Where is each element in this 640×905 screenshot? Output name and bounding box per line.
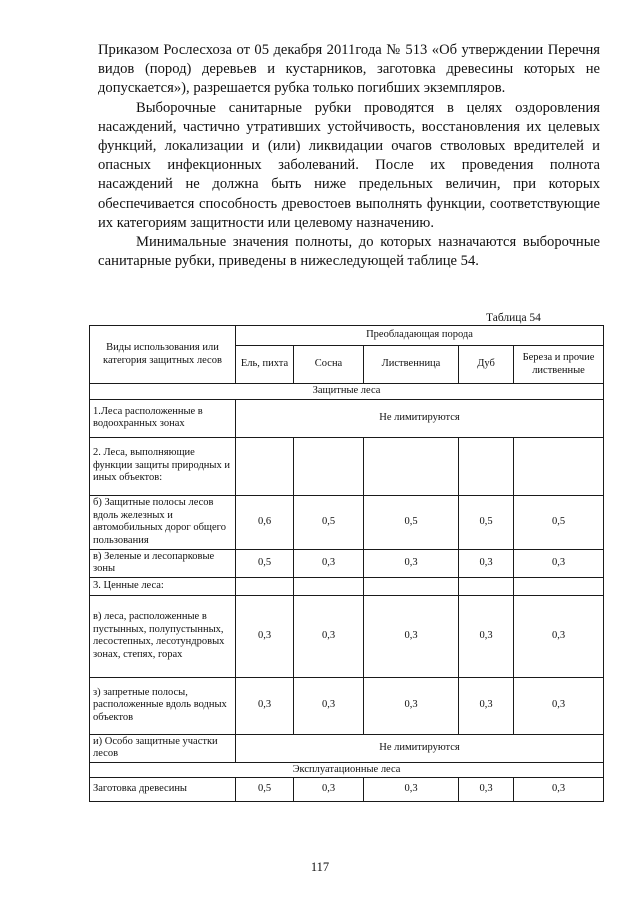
table-row	[90, 549, 604, 577]
table-cell: 0,3	[364, 677, 459, 734]
table-row	[90, 734, 604, 762]
merged-value: Не лимитируются	[236, 734, 604, 762]
table-cell: 0,3	[514, 549, 604, 577]
column-header: Лиственница	[364, 346, 459, 384]
table-cell: 0,5	[364, 495, 459, 549]
row-label: в) Зеленые и лесопарковые зоны	[90, 549, 236, 577]
table-cell: 0,6	[236, 495, 294, 549]
table-row	[90, 495, 604, 549]
table-cell: 0,3	[459, 677, 514, 734]
density-table	[89, 325, 604, 802]
table-cell: 0,3	[236, 595, 294, 677]
table-row	[90, 778, 604, 802]
merged-value: Не лимитируются	[236, 399, 604, 437]
row-label: и) Особо защитные участки лесов	[90, 734, 236, 762]
table-cell: 0,3	[364, 778, 459, 802]
table-cell: 0,3	[459, 778, 514, 802]
table-caption: Таблица 54	[486, 312, 541, 324]
column-header: Сосна	[294, 346, 364, 384]
table-cell: 0,5	[514, 495, 604, 549]
table-cell: 0,5	[236, 549, 294, 577]
row-label: в) леса, расположенные в пустынных, полупустынных, лесостепных, лесотундровых зонах, степях, горах	[90, 595, 236, 677]
row-label: 2. Леса, выполняющие функции защиты природных и иных объектов:	[90, 437, 236, 495]
row-label: б) Защитные полосы лесов вдоль железных и автомобильных дорог общего пользования	[90, 495, 236, 549]
row-label: 3. Ценные леса:	[90, 577, 236, 595]
column-header: Дуб	[459, 346, 514, 384]
table-cell: 0,5	[459, 495, 514, 549]
row-header-cell: Виды использования или категория защитных лесов	[90, 326, 236, 384]
table-cell: 0,3	[364, 549, 459, 577]
table-cell: 0,3	[514, 595, 604, 677]
section-row	[90, 384, 604, 400]
section-exploitation: Эксплуатационные леса	[90, 762, 604, 778]
table-cell: 0,3	[294, 595, 364, 677]
row-label: з) запретные полосы, расположенные вдоль водных объектов	[90, 677, 236, 734]
table-row	[90, 399, 604, 437]
table-cell: 0,3	[294, 778, 364, 802]
column-header: Ель, пихта	[236, 346, 294, 384]
page-number: 117	[310, 860, 330, 874]
table-cell: 0,3	[364, 595, 459, 677]
row-label: 1.Леса расположенные в водоохранных зонах	[90, 399, 236, 437]
table-cell: 0,3	[294, 677, 364, 734]
table-row	[90, 437, 604, 495]
column-header: Береза и прочие лиственные	[514, 346, 604, 384]
paragraph-minimum-values: Минимальные значения полноты, до которых назначаются выборочные санитарные рубки, приведены в нижеследующей таблице 54.	[98, 234, 600, 270]
table-cell: 0,3	[514, 677, 604, 734]
table-cell: 0,3	[459, 595, 514, 677]
paragraph-sanitary-cuttings: Выборочные санитарные рубки проводятся в целях оздоровления насаждений, частично утративших устойчивость, восстановления их целевых функций, локализации и (или) ликвидации очагов стволовых вредителей и опасных инфекционных заболеваний. После их проведения полнота насаждений не должна быть ниже предельных величин, при которых обеспечивается способность древостоев выполнять функции, соответствующие их категориям защитности или целевому назначению.	[98, 99, 600, 231]
table-row	[90, 595, 604, 677]
row-label: Заготовка древесины	[90, 778, 236, 802]
table-cell: 0,3	[294, 549, 364, 577]
group-header-cell: Преобладающая порода	[236, 326, 604, 346]
body-text	[98, 41, 600, 271]
section-row	[90, 762, 604, 778]
table-cell: 0,3	[514, 778, 604, 802]
paragraph-decree: Приказом Рослесхоза от 05 декабря 2011года № 513 «Об утверждении Перечня видов (пород) деревьев и кустарников, заготовка древесины которых не допускается»), разрешается рубка только погибших экземпляров.	[98, 42, 600, 97]
table-row	[90, 577, 604, 595]
table-cell: 0,5	[294, 495, 364, 549]
section-protective: Защитные леса	[90, 384, 604, 400]
table-cell: 0,3	[236, 677, 294, 734]
table-cell: 0,5	[236, 778, 294, 802]
table-header-row	[90, 326, 604, 346]
table-row	[90, 677, 604, 734]
table-cell: 0,3	[459, 549, 514, 577]
